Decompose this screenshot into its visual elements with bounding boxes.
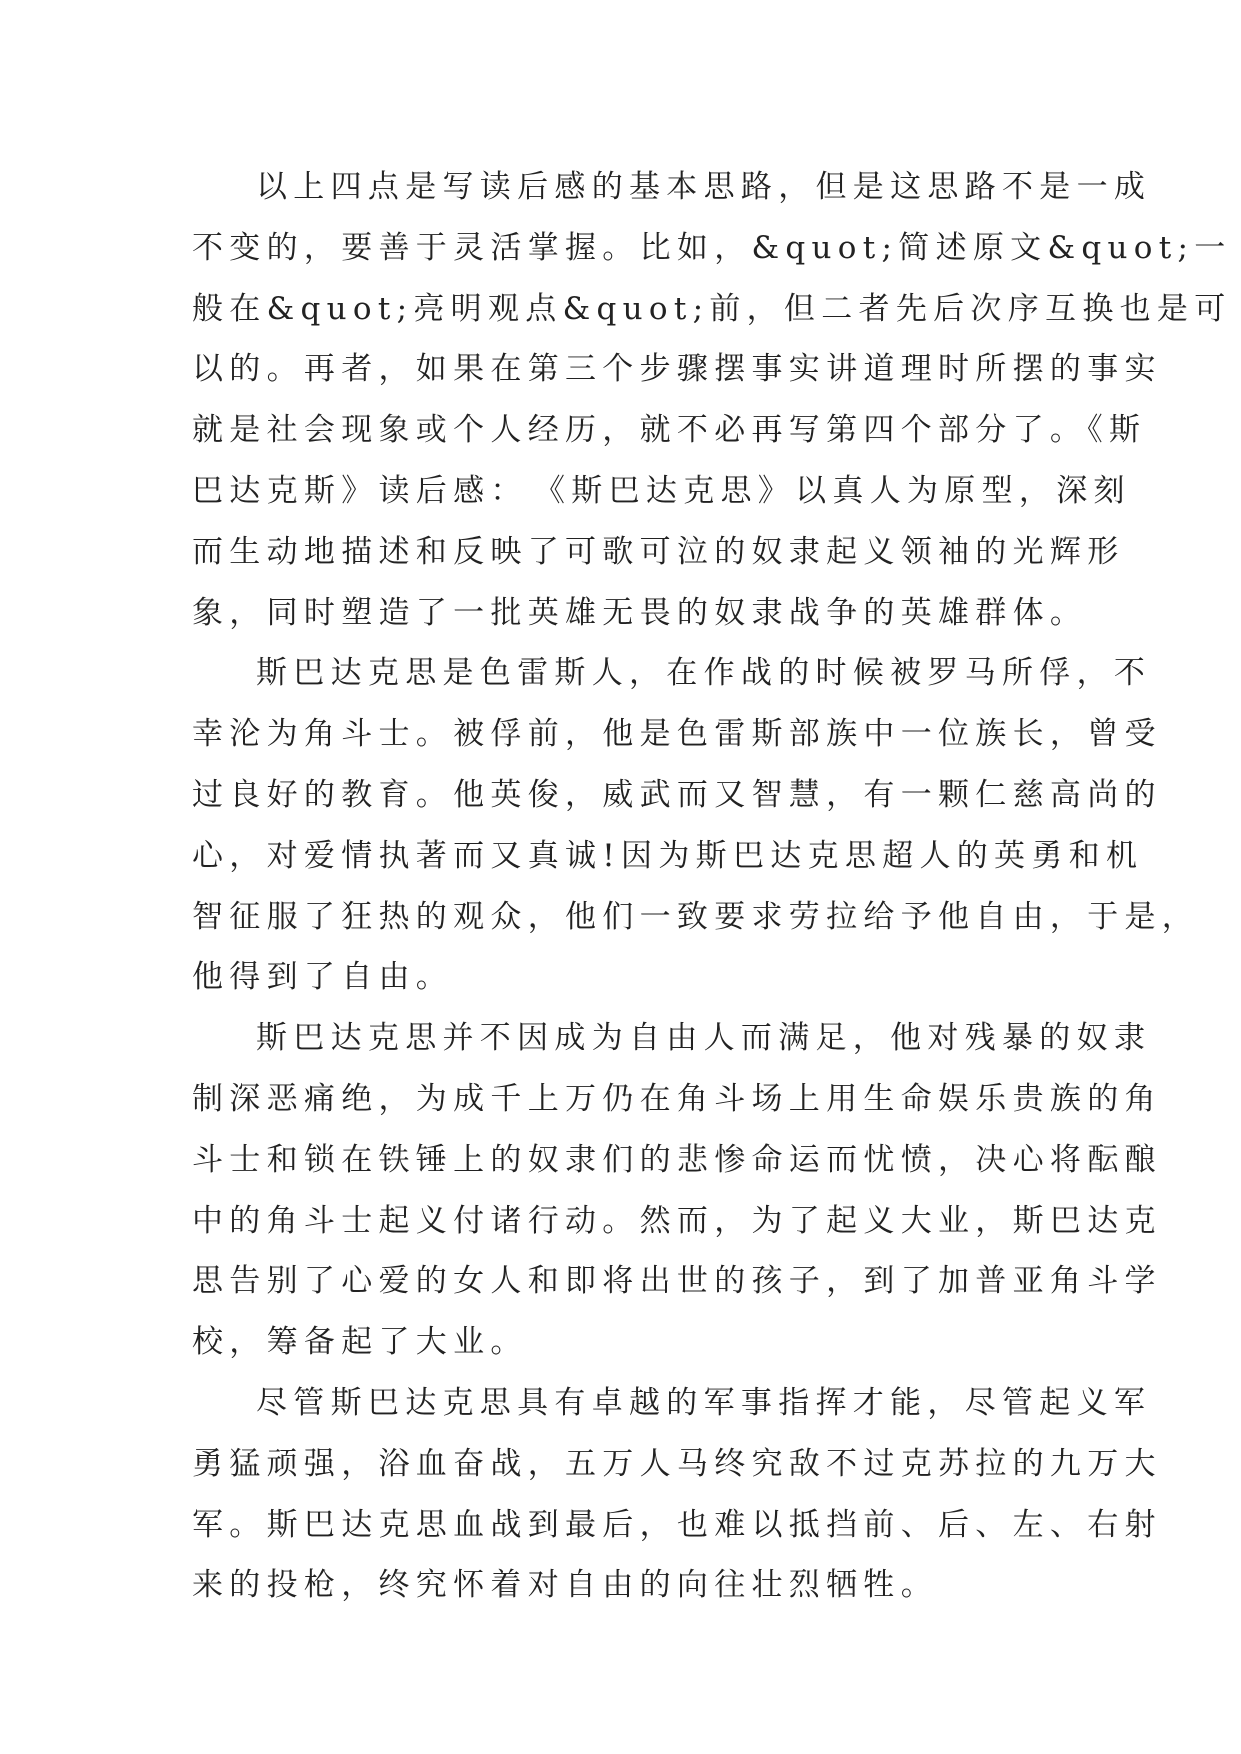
- text-line: 来的投枪，终究怀着对自由的向往壮烈牺牲。: [192, 1567, 938, 1604]
- text-line: 巴达克斯》读后感： 《斯巴达克思》以真人为原型，深刻: [192, 472, 1131, 509]
- text-line: 中的角斗士起义付诸行动。然而，为了起义大业，斯巴达克: [192, 1202, 1162, 1239]
- text-line: 制深恶痛绝，为成千上万仍在角斗场上用生命娱乐贵族的角: [192, 1080, 1162, 1117]
- text-line: 象，同时塑造了一批英雄无畏的奴隶战争的英雄群体。: [192, 594, 1088, 631]
- text-line: 斗士和锁在铁锤上的奴隶们的悲惨命运而忧愤，决心将酝酿: [192, 1141, 1162, 1178]
- text-line: 斯巴达克思并不因成为自由人而满足，他对残暴的奴隶: [256, 1020, 1152, 1057]
- text-line: 他得到了自由。: [192, 959, 454, 996]
- text-line: 就是社会现象或个人经历，就不必再写第四个部分了。《斯: [192, 412, 1147, 449]
- text-line: 幸沦为角斗士。被俘前，他是色雷斯部族中一位族长，曾受: [192, 716, 1162, 753]
- text-line: 以的。再者，如果在第三个步骤摆事实讲道理时所摆的事实: [192, 351, 1162, 388]
- document-body: [192, 157, 1232, 1616]
- text-line: 校，筹备起了大业。: [192, 1324, 528, 1361]
- text-line: 斯巴达克思是色雷斯人，在作战的时候被罗马所俘，不: [256, 655, 1152, 692]
- text-line: 般在&quot;亮明观点&quot;前，但二者先后次序互换也是可: [192, 290, 1232, 327]
- text-line: 军。斯巴达克思血战到最后，也难以抵挡前、后、左、右射: [192, 1506, 1162, 1543]
- text-line: 尽管斯巴达克思具有卓越的军事指挥才能，尽管起义军: [256, 1384, 1152, 1421]
- text-line: 心，对爱情执著而又真诚!因为斯巴达克思超人的英勇和机: [192, 837, 1144, 874]
- text-line: 智征服了狂热的观众，他们一致要求劳拉给予他自由，于是，: [192, 898, 1200, 935]
- text-line: 以上四点是写读后感的基本思路，但是这思路不是一成: [256, 169, 1152, 205]
- text-line: 过良好的教育。他英俊，威武而又智慧，有一颗仁慈高尚的: [192, 776, 1162, 813]
- text-line: 而生动地描述和反映了可歌可泣的奴隶起义领袖的光辉形: [192, 533, 1125, 570]
- text-line: 勇猛顽强，浴血奋战，五万人马终究敌不过克苏拉的九万大: [192, 1445, 1162, 1482]
- text-line: 不变的，要善于灵活掌握。比如，&quot;简述原文&quot;一: [192, 229, 1232, 266]
- text-line: 思告别了心爱的女人和即将出世的孩子，到了加普亚角斗学: [192, 1263, 1162, 1300]
